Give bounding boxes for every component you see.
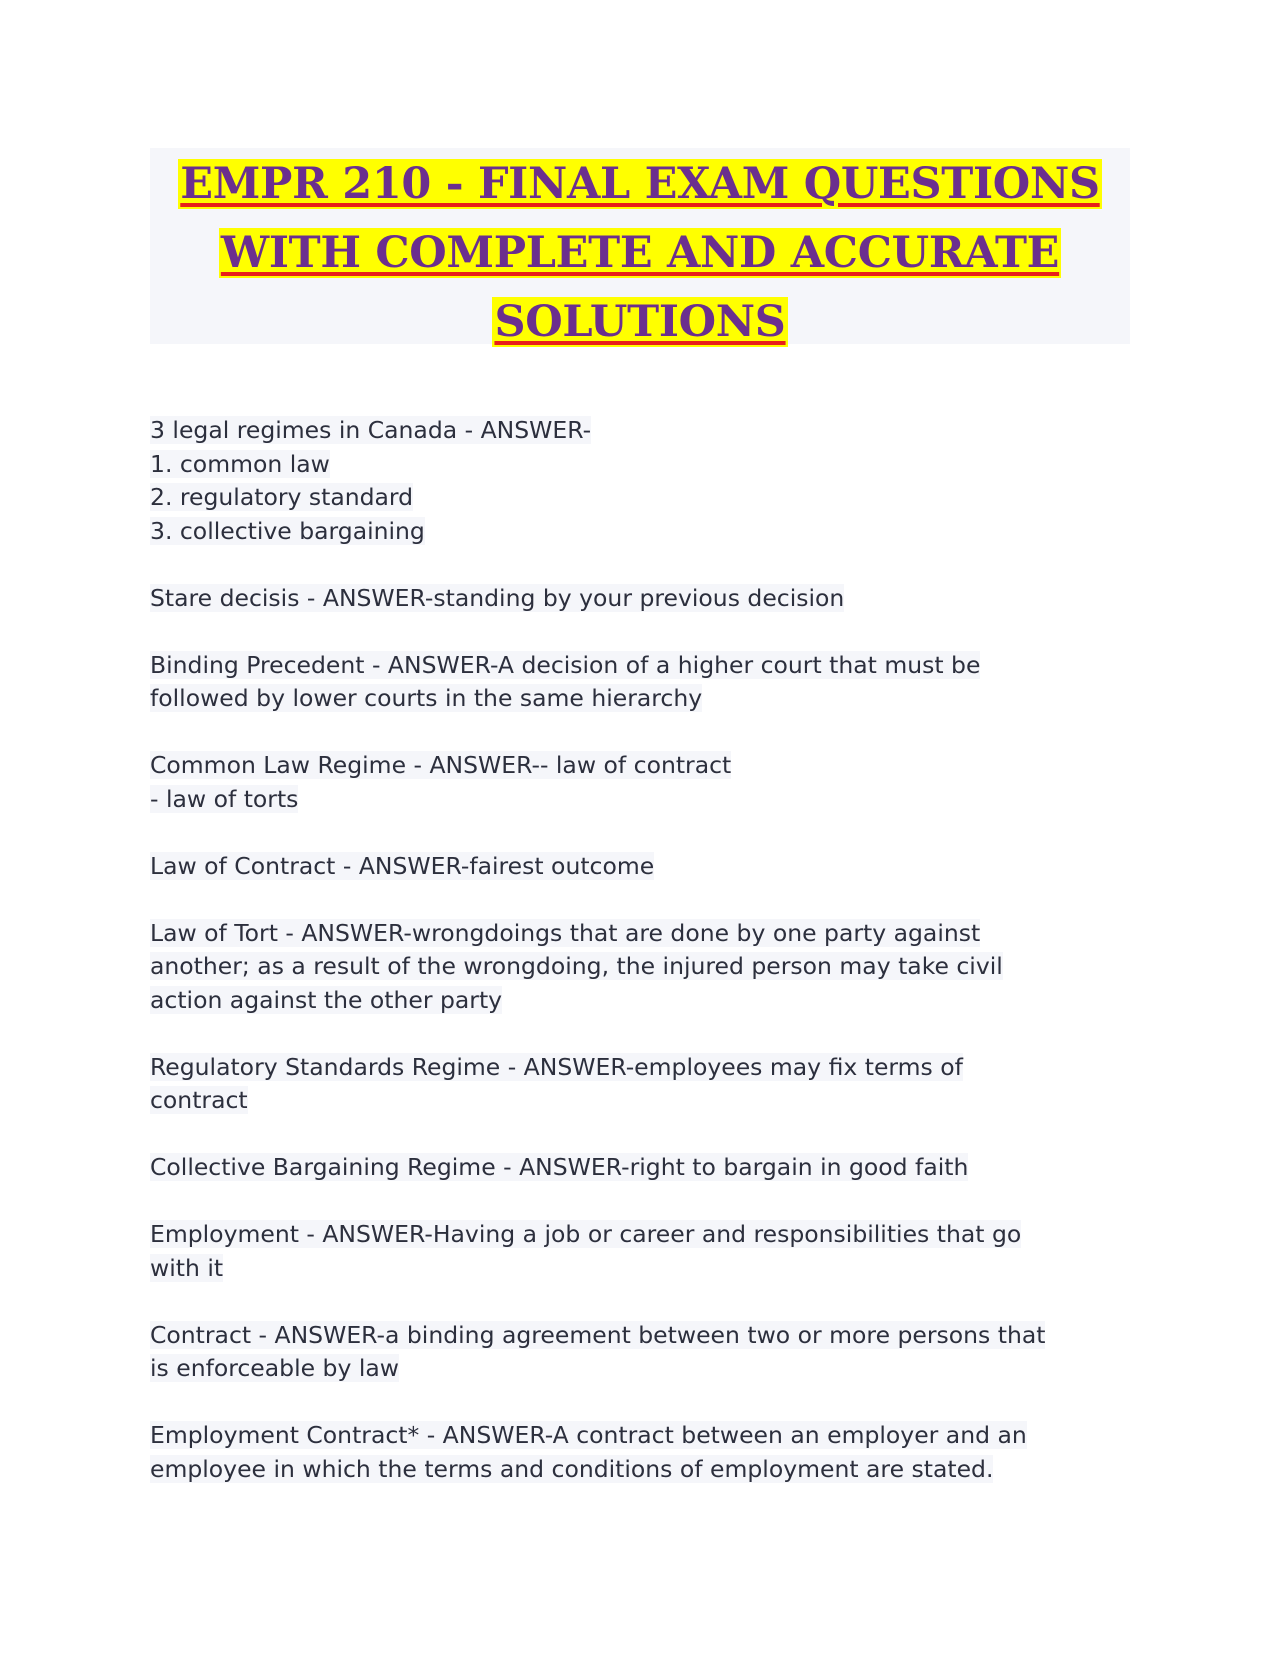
qa-line [150,783,1130,817]
qa-line-text: followed by lower courts in the same hierarchy [150,684,703,712]
qa-line-text: - law of torts [150,784,299,813]
qa-line-text: action against the other party [150,985,503,1014]
qa-item [150,1151,1130,1185]
title-line-text: SOLUTIONS [494,297,786,347]
qa-line [150,414,1130,448]
qa-line-text: Law of Contract - ANSWER-fairest outcome [150,851,655,880]
qa-line [150,582,1130,616]
title-line-text: EMPR 210 - FINAL EXAM QUESTIONS [180,159,1100,209]
qa-line [150,481,1130,515]
qa-line [150,1319,1130,1353]
qa-line-text: 2. regulatory standard [150,483,414,511]
qa-line [150,1218,1130,1252]
qa-line [150,682,1130,716]
qa-line-text: employee in which the terms and conditions of employment are stated. [150,1454,994,1483]
qa-line-text: Employment Contract* - ANSWER-A contract between an employer and an [150,1421,1027,1449]
qa-line-text: 3 legal regimes in Canada - ANSWER- [150,416,592,444]
qa-line-text: 1. common law [150,449,330,478]
qa-line-text: 3. collective bargaining [150,516,425,545]
title-line-text: WITH COMPLETE AND ACCURATE [220,228,1060,278]
qa-item [150,749,1130,816]
title-line [150,219,1130,288]
qa-line [150,1352,1130,1386]
qa-line-text: Collective Bargaining Regime - ANSWER-right to bargain in good faith [150,1153,969,1181]
qa-line-text: another; as a result of the wrongdoing, the injured person may take civil [150,952,1003,980]
qa-item [150,1319,1130,1386]
qa-item [150,1419,1130,1486]
qa-line-text: is enforceable by law [150,1354,399,1382]
qa-line [150,984,1130,1018]
qa-line [150,448,1130,482]
qa-line-text: Law of Tort - ANSWER-wrongdoings that are done by one party against [150,918,981,947]
title-line [150,288,1130,357]
qa-item [150,1218,1130,1285]
qa-line [150,649,1130,683]
qa-line [150,515,1130,549]
qa-line-text: contract [150,1086,248,1114]
qa-list [150,414,1130,1486]
qa-line-text: Stare decisis - ANSWER-standing by your previous decision [150,583,845,612]
document-title [150,148,1130,347]
qa-item [150,1051,1130,1118]
qa-line-text: Binding Precedent - ANSWER-A decision of a higher court that must be [150,650,981,679]
qa-item [150,649,1130,716]
qa-line [150,1051,1130,1085]
document-page [150,148,1130,1520]
qa-line [150,1084,1130,1118]
qa-line-text: Common Law Regime - ANSWER-- law of contract [150,751,732,779]
qa-item [150,850,1130,884]
qa-line-text: Regulatory Standards Regime - ANSWER-employees may fix terms of [150,1052,963,1081]
qa-line-text: Employment - ANSWER-Having a job or career and responsibilities that go [150,1220,1022,1248]
qa-line [150,1252,1130,1286]
qa-line-text: with it [150,1253,224,1282]
qa-line [150,1453,1130,1487]
qa-line [150,749,1130,783]
title-line [150,150,1130,219]
qa-item [150,917,1130,1018]
qa-line [150,1151,1130,1185]
qa-line [150,950,1130,984]
qa-item [150,414,1130,548]
qa-item [150,582,1130,616]
qa-line [150,917,1130,951]
qa-line [150,1419,1130,1453]
qa-line [150,850,1130,884]
qa-line-text: Contract - ANSWER-a binding agreement between two or more persons that [150,1320,1046,1349]
